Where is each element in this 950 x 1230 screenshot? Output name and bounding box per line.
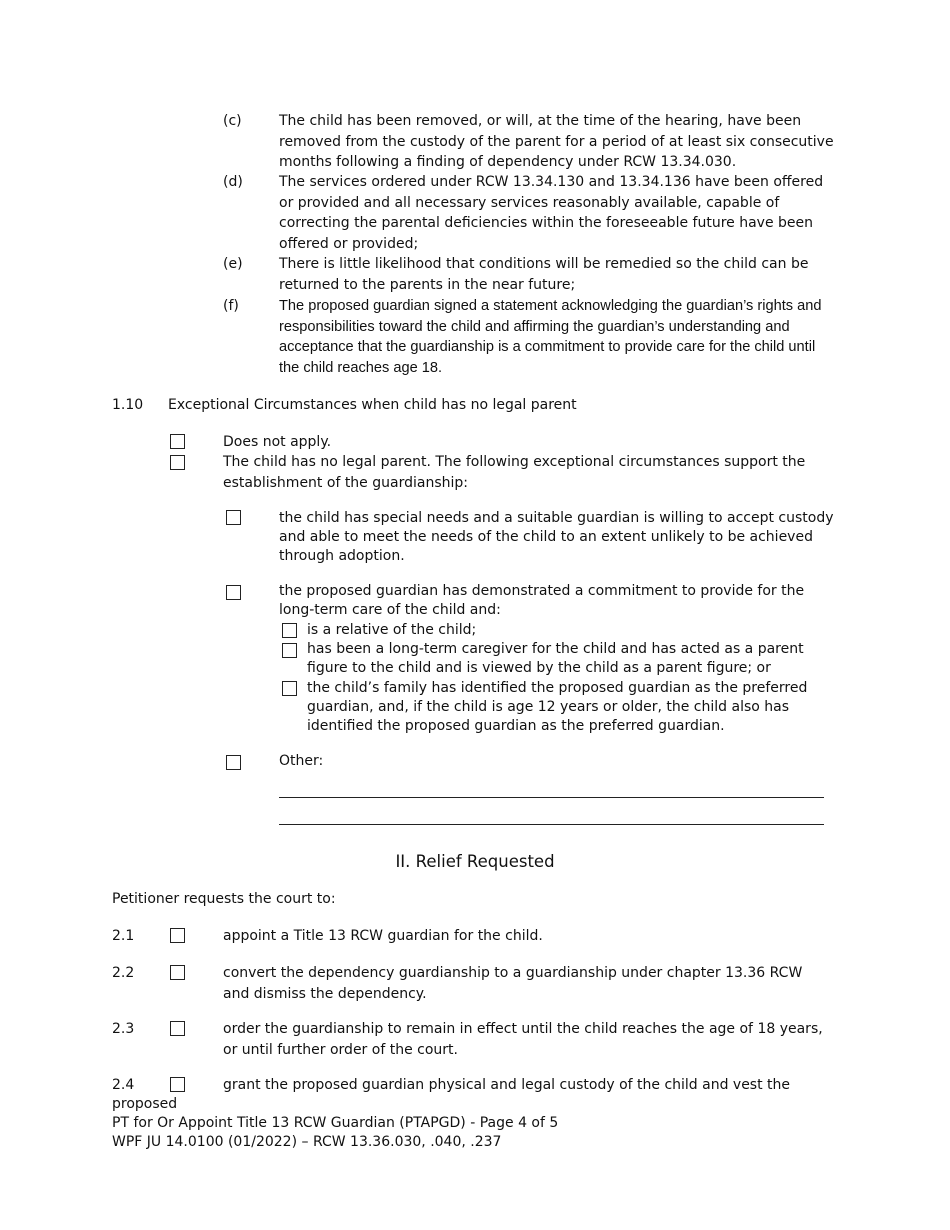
item-text: There is little likelihood that conditions will be remedied so the child can be returned to the parents in the near future; — [279, 256, 809, 293]
special-needs-label: the child has special needs and a suitable guardian is willing to accept custody and able to meet the needs of the child to an extent unlikely to be achieved through adoption. — [279, 510, 834, 564]
remain-in-effect-checkbox[interactable] — [170, 1021, 185, 1036]
appoint-guardian-checkbox[interactable] — [170, 928, 185, 943]
relative-label: is a relative of the child; — [307, 622, 477, 638]
other-label: Other: — [279, 753, 324, 769]
no-legal-parent-checkbox[interactable] — [170, 455, 185, 470]
family-identified-checkbox[interactable] — [282, 681, 297, 696]
section-title: Exceptional Circumstances when child has no legal parent — [168, 397, 577, 413]
family-identified-label: the child’s family has identified the proposed guardian as the preferred guardian, and, if the child is age 12 years or older, the child also has identified the proposed guardian as the preferred guardian. — [307, 680, 808, 734]
section-heading: II. Relief Requested — [395, 852, 555, 871]
convert-guardianship-checkbox[interactable] — [170, 965, 185, 980]
item-number: 2.4 — [112, 1077, 135, 1093]
does-not-apply-checkbox[interactable] — [170, 434, 185, 449]
convert-guardianship-label: convert the dependency guardianship to a guardianship under chapter 13.36 RCW and dismiss the dependency. — [223, 965, 803, 1002]
item-text: The child has been removed, or will, at the time of the hearing, have been removed from the custody of the parent for a period of at least six consecutive months following a finding of dependency under RCW 13.34.030. — [279, 113, 834, 170]
commitment-label: the proposed guardian has demonstrated a commitment to provide for the long-term care of the child and: — [279, 583, 805, 618]
section-number: 1.10 — [112, 397, 144, 413]
item-text: The proposed guardian signed a statement acknowledging the guardian’s rights and responsibilities toward the child and affirming the guardian’s understanding and acceptance that the guardianship is a commitment to provide care for the child until the child reaches age 18. — [279, 298, 822, 376]
relief-intro: Petitioner requests the court to: — [112, 891, 336, 907]
item-number: 2.3 — [112, 1021, 135, 1037]
other-line-1[interactable] — [279, 797, 824, 798]
grant-custody-checkbox[interactable] — [170, 1077, 185, 1092]
caregiver-label: has been a long-term caregiver for the child and has acted as a parent figure to the child and is viewed by the child as a parent figure; or — [307, 641, 804, 676]
item-label: (e) — [223, 256, 243, 272]
item-label: (f) — [223, 298, 239, 314]
item-label: (c) — [223, 113, 242, 129]
remain-in-effect-label: order the guardianship to remain in effect until the child reaches the age of 18 years, or until further order of the court. — [223, 1021, 823, 1058]
footer-title: PT for Or Appoint Title 13 RCW Guardian (PTAPGD) - Page 4 of 5 — [112, 1115, 559, 1131]
item-number: 2.1 — [112, 928, 135, 944]
other-line-2[interactable] — [279, 824, 824, 825]
item-number: 2.2 — [112, 965, 135, 981]
other-checkbox[interactable] — [226, 755, 241, 770]
special-needs-checkbox[interactable] — [226, 510, 241, 525]
grant-custody-continuation: proposed — [112, 1096, 178, 1112]
grant-custody-label: grant the proposed guardian physical and legal custody of the child and vest the — [223, 1077, 791, 1093]
caregiver-checkbox[interactable] — [282, 643, 297, 658]
commitment-checkbox[interactable] — [226, 585, 241, 600]
item-text: The services ordered under RCW 13.34.130 and 13.34.136 have been offered or provided and all necessary services reasonably available, capable of correcting the parental deficiencies within the foreseeable future have been offered or provided; — [279, 174, 824, 252]
footer-form-id: WPF JU 14.0100 (01/2022) – RCW 13.36.030, .040, .237 — [112, 1134, 502, 1150]
item-label: (d) — [223, 174, 243, 190]
relative-checkbox[interactable] — [282, 623, 297, 638]
does-not-apply-label: Does not apply. — [223, 434, 332, 450]
appoint-guardian-label: appoint a Title 13 RCW guardian for the child. — [223, 928, 543, 944]
no-legal-parent-label: The child has no legal parent. The following exceptional circumstances support the establishment of the guardianship: — [223, 454, 806, 491]
